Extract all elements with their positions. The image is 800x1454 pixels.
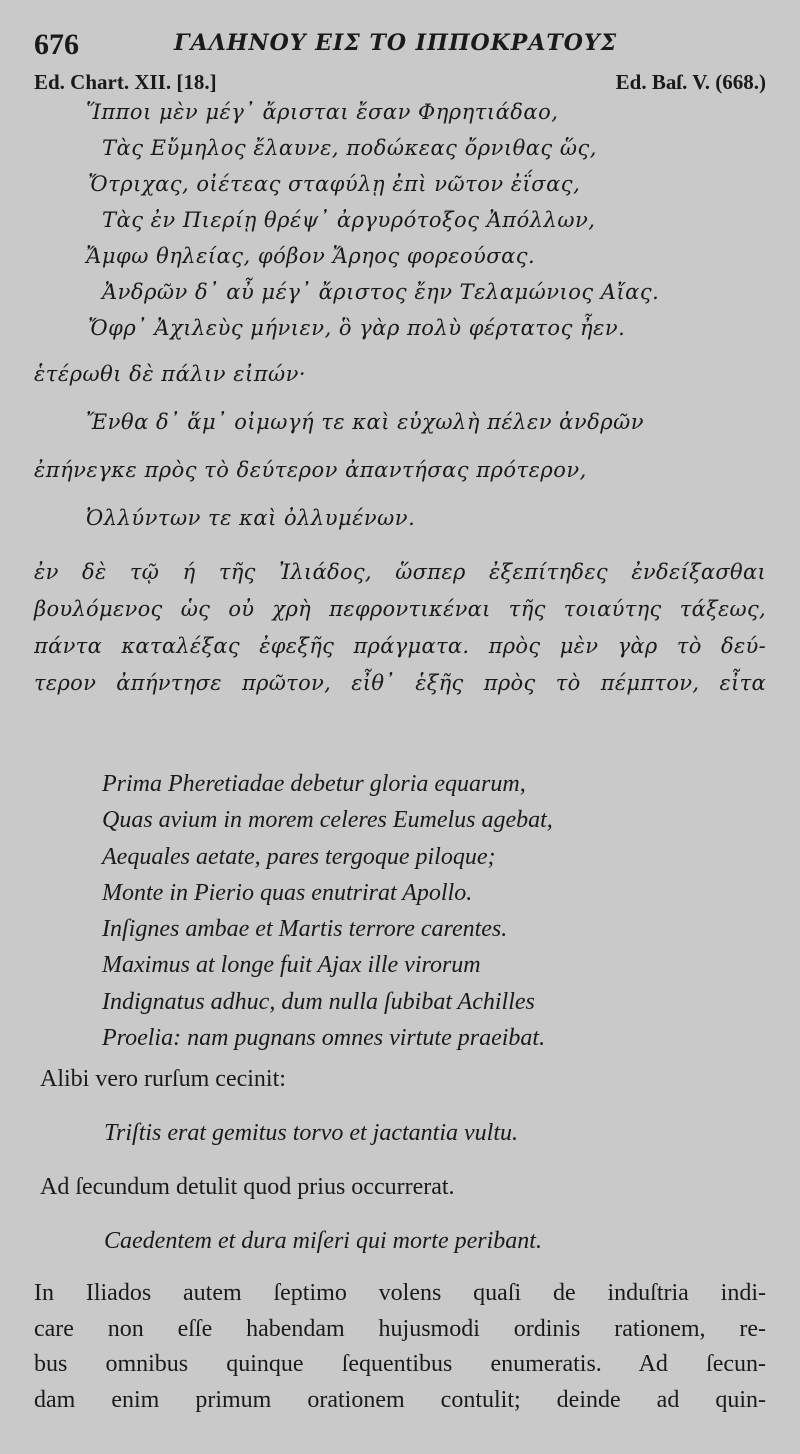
greek-verse-line: Ἀνδρῶν δ᾽ αὖ μέγ᾽ ἄριστος ἔην Τελαμώνιος Αἴας. [102, 280, 660, 304]
latin-verse-line: Prima Pheretiadae debetur gloria equarum, [102, 771, 526, 797]
edition-basel: Ed. Baſ. V. (668.) [615, 70, 766, 94]
greek-prose-line: πάντα καταλέξας ἐφεξῆς πράγματα. πρὸς μὲν γὰρ τὸ δεύ- [34, 634, 766, 658]
greek-intro: ἑτέρωθι δὲ πάλιν εἰπών· [34, 362, 307, 386]
latin-prose-paragraph [34, 1276, 766, 1418]
greek-intro: ἐπήνεγκε πρὸς τὸ δεύτερον ἀπαντήσας πρότερον, [34, 458, 587, 482]
latin-prose-line: dam enim primum orationem contulit; deinde ad quin- [34, 1386, 766, 1413]
latin-verse-line: Inſignes ambae et Martis terrore carentes. [102, 916, 508, 943]
latin-intro: Ad ſecundum detulit quod prius occurrerat. [40, 1174, 455, 1200]
latin-verse-line: Triſtis erat gemitus torvo et jactantia vultu. [104, 1120, 518, 1146]
edition-references [34, 70, 766, 100]
latin-verse-line: Quas avium in morem celeres Eumelus agebat, [102, 807, 553, 834]
latin-prose-line: care non eſſe habendam hujusmodi ordinis rationem, re- [34, 1315, 766, 1342]
latin-intro: Alibi vero rurſum cecinit: [40, 1066, 286, 1092]
latin-verse-line: Maximus at longe fuit Ajax ille virorum [102, 952, 481, 979]
greek-prose-paragraph [34, 554, 766, 702]
greek-verse-line: Ὀλλύντων τε καὶ ὀλλυμένων. [86, 506, 416, 530]
latin-prose-line: In Iliados autem ſeptimo volens quaſi de induſtria indi- [34, 1280, 766, 1306]
greek-prose-line: βουλόμενος ὡς οὐ χρὴ πεφροντικέναι τῆς τοιαύτης τάξεως, [34, 597, 766, 621]
greek-verse-line: Τὰς ἐν Πιερίῃ θρέψ᾽ ἀργυρότοξος Ἀπόλλων, [102, 208, 596, 232]
greek-verse-line: Ἄμφω θηλείας, φόβον Ἄρηος φορεούσας. [86, 244, 536, 268]
page-header [34, 28, 766, 68]
latin-verse-line: Indignatus adhuc, dum nulla ſubibat Achilles [102, 988, 535, 1015]
page-number: 676 [34, 28, 79, 61]
latin-verse-line: Proelia: nam pugnans omnes virtute praeibat. [102, 1025, 546, 1052]
latin-verse-block [102, 766, 553, 1056]
edition-chartier: Ed. Chart. XII. [18.] [34, 70, 217, 94]
greek-verse-line: Ὄφρ᾽ Ἀχιλεὺς μήνιεν, ὃ γὰρ πολὺ φέρτατος ἦεν. [88, 316, 626, 340]
greek-prose-line: ἐν δὲ τῷ ή τῆς Ἰλιάδος, ὥσπερ ἐξεπίτηδες ἐνδείξασθαι [34, 560, 766, 584]
greek-verse-line: Τὰς Εὔμηλος ἔλαυνε, ποδώκεας ὄρνιθας ὥς, [102, 136, 597, 160]
greek-verse-line: Ὄτριχας, οἰέτεας σταφύλῃ ἐπὶ νῶτον ἐΐσας, [88, 172, 581, 196]
running-title: ΓΑΛΗΝΟΥ ΕΙΣ ΤΟ ΙΠΠΟΚΡΑΤΟΥΣ [174, 30, 618, 56]
latin-prose-line: bus omnibus quinque ſequentibus enumeratis. Ad ſecun- [34, 1351, 766, 1377]
latin-verse-line: Aequales aetate, pares tergoque piloque; [102, 843, 496, 870]
latin-verse-line: Monte in Pierio quas enutrirat Apollo. [102, 879, 473, 906]
greek-verse-line: Ἵπποι μὲν μέγ᾽ ἄρισται ἔσαν Φηρητιάδαο, [86, 100, 559, 124]
latin-verse-line: Caedentem et dura miſeri qui morte peribant. [104, 1228, 542, 1254]
greek-verse-line: Ἔνθα δ᾽ ἅμ᾽ οἰμωγή τε καὶ εὐχωλὴ πέλεν ἀνδρῶν [86, 410, 645, 434]
greek-prose-line: τερον ἀπήντησε πρῶτον, εἶθ᾽ ἑξῆς πρὸς τὸ πέμπτον, εἶτα [34, 671, 766, 695]
